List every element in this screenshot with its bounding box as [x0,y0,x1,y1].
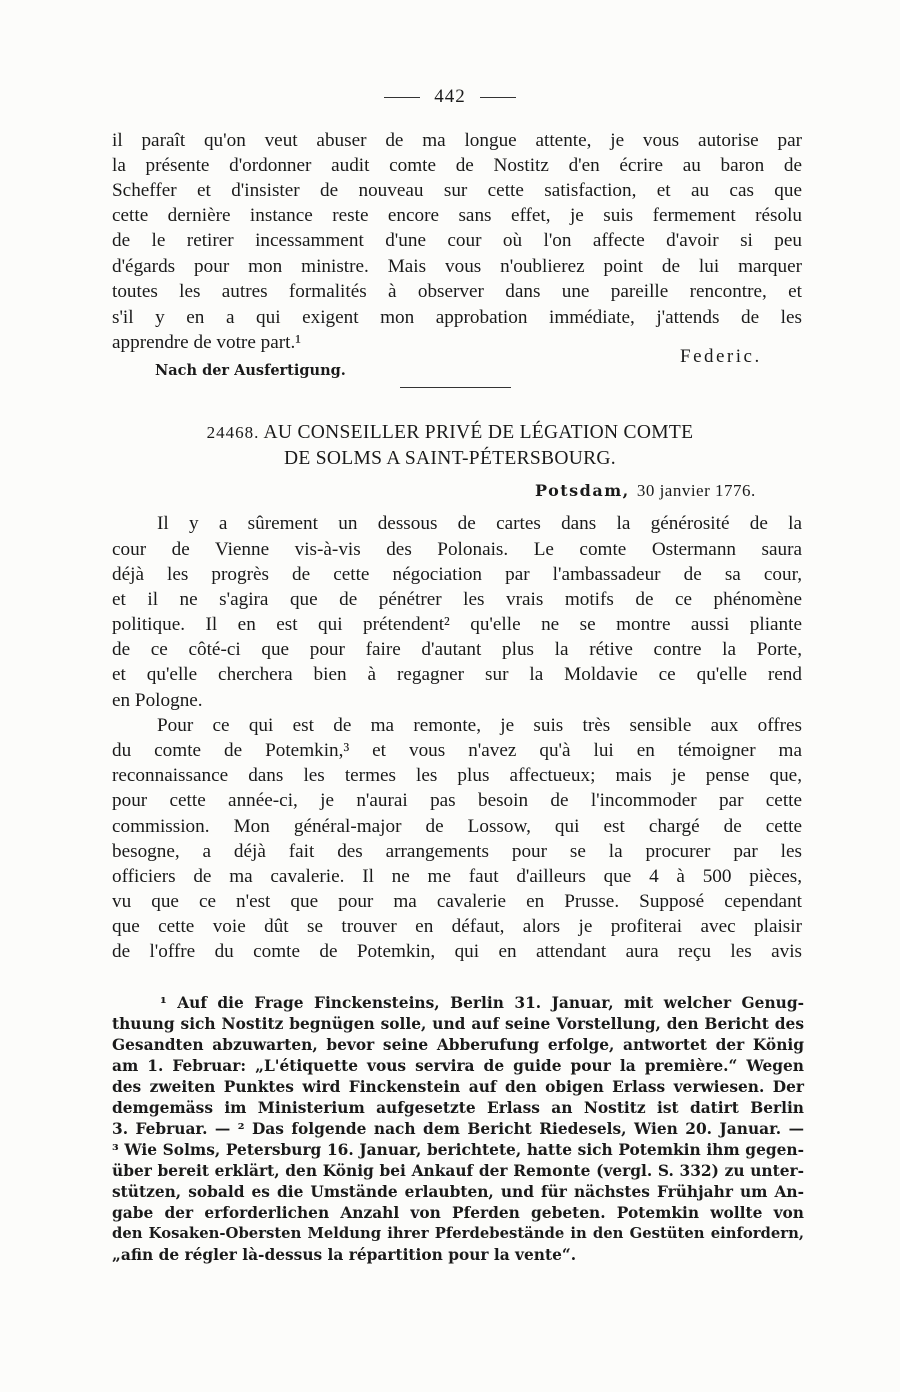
text-line: de le retirer incessamment d'une cour où l'on affecte d'avoir si peu [112,230,802,251]
text-line: en Pologne. [112,690,203,711]
footnote-line: stützen, sobald es die Umstände erlaubten, und für nächstes Frühjahr um An- [112,1183,804,1201]
footnote-line: ¹ Auf die Frage Finckensteins, Berlin 31. Januar, mit welcher Genug- [160,994,804,1012]
page-number-text: 442 [434,86,466,107]
footnote-line: ³ Wie Solms, Petersburg 16. Januar, berichtete, hatte sich Potemkin ihm gegen- [112,1141,804,1159]
source-note: Nach der Ausfertigung. [155,362,346,379]
footnote-line: „afin de régler là-dessus la répartition pour la vente“. [112,1246,577,1264]
dateline [535,481,756,501]
footnote-line: 3. Februar. — ² Das folgende nach dem Bericht Riedesels, Wien 20. Januar. — [112,1120,804,1138]
text-line: la présente d'ordonner audit comte de Nostitz d'en écrire au baron de [112,155,802,176]
text-line: besogne, a déjà fait des arrangements pour se la procurer par les [112,841,802,862]
text-line: d'égards pour mon ministre. Mais vous n'oublierez point de lui marquer [112,256,802,277]
text-line: du comte de Potemkin,³ et vous n'avez qu'à lui en témoigner ma [112,740,802,761]
dateline-date: 30 janvier 1776. [636,481,756,500]
footnote-line: den Kosaken-Obersten Meldung ihrer Pferdebestände in den Gestüten einfordern, [112,1225,804,1242]
text-line: que cette voie dût se trouver en défaut, alors je profiterai avec plaisir [112,916,802,937]
section-divider [400,387,511,388]
text-line: s'il y en a qui exigent mon approbation immédiate, j'attends de les [112,307,802,328]
footnote-line: demgemäss im Ministerium aufgesetzte Erlass an Nostitz ist datirt Berlin [112,1099,804,1117]
text-line: de ce côté-ci que pour faire d'autant plus la rétive contre la Porte, [112,639,802,660]
footnote-line: des zweiten Punktes wird Finckenstein auf den obigen Erlass verwiesen. Der [112,1078,804,1096]
letter-title-2: DE SOLMS A SAINT-PÉTERSBOURG. [284,448,616,469]
text-line: toutes les autres formalités à observer dans une pareille rencontre, et [112,281,802,302]
page-number-dash-right [480,97,516,98]
dateline-place: Potsdam, [535,481,630,500]
footnote-line: thuung sich Nostitz begnügen solle, und auf seine Vorstellung, den Bericht des [112,1015,804,1033]
footnote-line: am 1. Februar: „L'étiquette vous servira de guide pour la première.“ Wegen [112,1057,804,1075]
page-number [0,86,900,108]
signature: Federic. [680,346,762,367]
text-line: déjà les progrès de cette négociation par l'ambassadeur de sa cour, [112,564,802,585]
letter-number: 24468. [206,423,260,442]
text-line: et il ne s'agira que de pénétrer les vrais motifs de ce phénomène [112,589,802,610]
text-line: officiers de ma cavalerie. Il ne me faut d'ailleurs que 4 à 500 pièces, [112,866,802,887]
text-line: cette dernière instance reste encore sans effet, je suis fermement résolu [112,205,802,226]
text-line: politique. Il en est qui prétendent² qu'elle ne se montre aussi pliante [112,614,802,635]
footnote-line: über bereit erklärt, den König bei Ankauf der Remonte (vergl. S. 332) zu unter- [112,1162,804,1180]
text-line: Pour ce qui est de ma remonte, je suis très sensible aux offres [157,715,802,736]
text-line: apprendre de votre part.¹ [112,332,302,353]
page-number-dash-left [384,97,420,98]
letter-title-1: AU CONSEILLER PRIVÉ DE LÉGATION COMTE [263,422,694,443]
text-line: Il y a sûrement un dessous de cartes dans la générosité de la [157,513,802,534]
text-line: de l'offre du comte de Potemkin, qui en attendant aura reçu les avis [112,941,802,962]
text-line: Scheffer et d'insister de nouveau sur cette satisfaction, et au cas que [112,180,802,201]
letter-heading-line-1 [0,422,900,444]
footnote-line: Gesandten abzuwarten, bevor seine Abberufung erfolge, antwortet der König [112,1036,804,1054]
text-line: cour de Vienne vis-à-vis des Polonais. Le comte Ostermann saura [112,539,802,560]
text-line: il paraît qu'on veut abuser de ma longue attente, je vous autorise par [112,130,802,151]
footnote-line: gabe der erforderlichen Anzahl von Pferden gebeten. Potemkin wollte von [112,1204,804,1222]
text-line: vu que ce n'est que pour ma cavalerie en Prusse. Supposé cependant [112,891,802,912]
text-line: et qu'elle cherchera bien à regagner sur la Moldavie ce qu'elle rend [112,664,802,685]
text-line: commission. Mon général-major de Lossow, qui est chargé de cette [112,816,802,837]
text-line: pour cette année-ci, je n'aurai pas besoin de l'incommoder par cette [112,790,802,811]
text-line: reconnaissance dans les termes les plus affectueux; mais je pense que, [112,765,802,786]
